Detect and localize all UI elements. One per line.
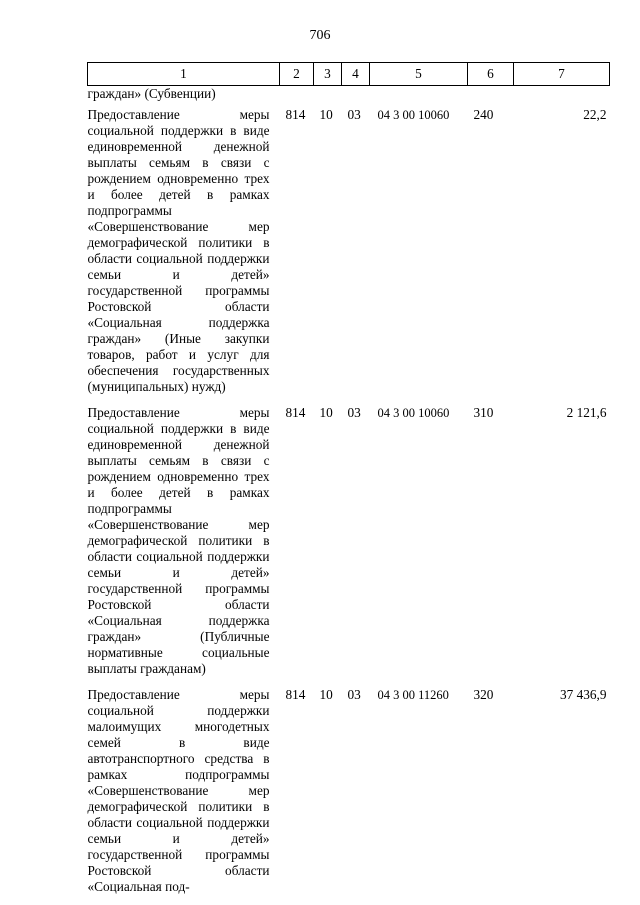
column-header-7: 7 [514,63,610,86]
column-header-2: 2 [280,63,314,86]
section-code: 10 [319,405,333,420]
subsection-code: 03 [347,405,361,420]
target-article-code: 04 3 00 10060 [377,108,450,122]
ministry-code: 814 [285,405,306,420]
table-row [88,107,610,405]
ministry-code: 814 [285,687,306,702]
expense-type-code: 310 [473,405,494,420]
section-code: 10 [319,107,333,122]
row-description: Предоставление меры социальной поддержки малоимущих многодетных семей в виде автотранспортного средства в рамках подпрограммы «Совершенствование мер демографической политики в области социальной поддержки семьи и детей» государственной программы Ростовской области «Социальная под- [87,687,270,894]
amount: 37 436,9 [559,687,607,702]
row-description: Предоставление меры социальной поддержки в виде единовременной денежной выплаты семьям в связи с рождением одновременно трех и более детей в рамках подпрограммы «Совершенствование мер демографической политики в области социальной поддержки семьи и детей» государственной программы Ростовской области «Социальная поддержка граждан» (Публичные нормативные социальные выплаты гражданам) [87,405,270,676]
budget-table [87,62,610,905]
target-article-code: 04 3 00 11260 [377,688,449,702]
section-code: 10 [319,687,333,702]
column-header-3: 3 [314,63,342,86]
column-header-1: 1 [88,63,280,86]
table-row [88,687,610,905]
row-description: Предоставление меры социальной поддержки в виде единовременной денежной выплаты семьям в связи с рождением одновременно трех и более детей в рамках подпрограммы «Совершенствование мер демографической политики в области социальной поддержки семьи и детей» государственной программы Ростовской области «Социальная поддержка граждан» (Иные закупки товаров, работ и услуг для обеспечения государственных (муниципальных) нужд) [87,107,270,394]
column-header-4: 4 [342,63,370,86]
ministry-code: 814 [285,107,306,122]
expense-type-code: 320 [473,687,494,702]
column-header-5: 5 [370,63,468,86]
subsection-code: 03 [347,107,361,122]
amount: 22,2 [583,107,607,122]
target-article-code: 04 3 00 10060 [377,406,450,420]
amount: 2 121,6 [566,405,607,420]
column-header-6: 6 [468,63,514,86]
table-header [88,63,610,86]
continuation-row [88,86,610,108]
continuation-text: граждан» (Субвенции) [87,86,216,101]
expense-type-code: 240 [473,107,494,122]
subsection-code: 03 [347,687,361,702]
page-number: 706 [309,28,331,43]
table-row [88,405,610,687]
